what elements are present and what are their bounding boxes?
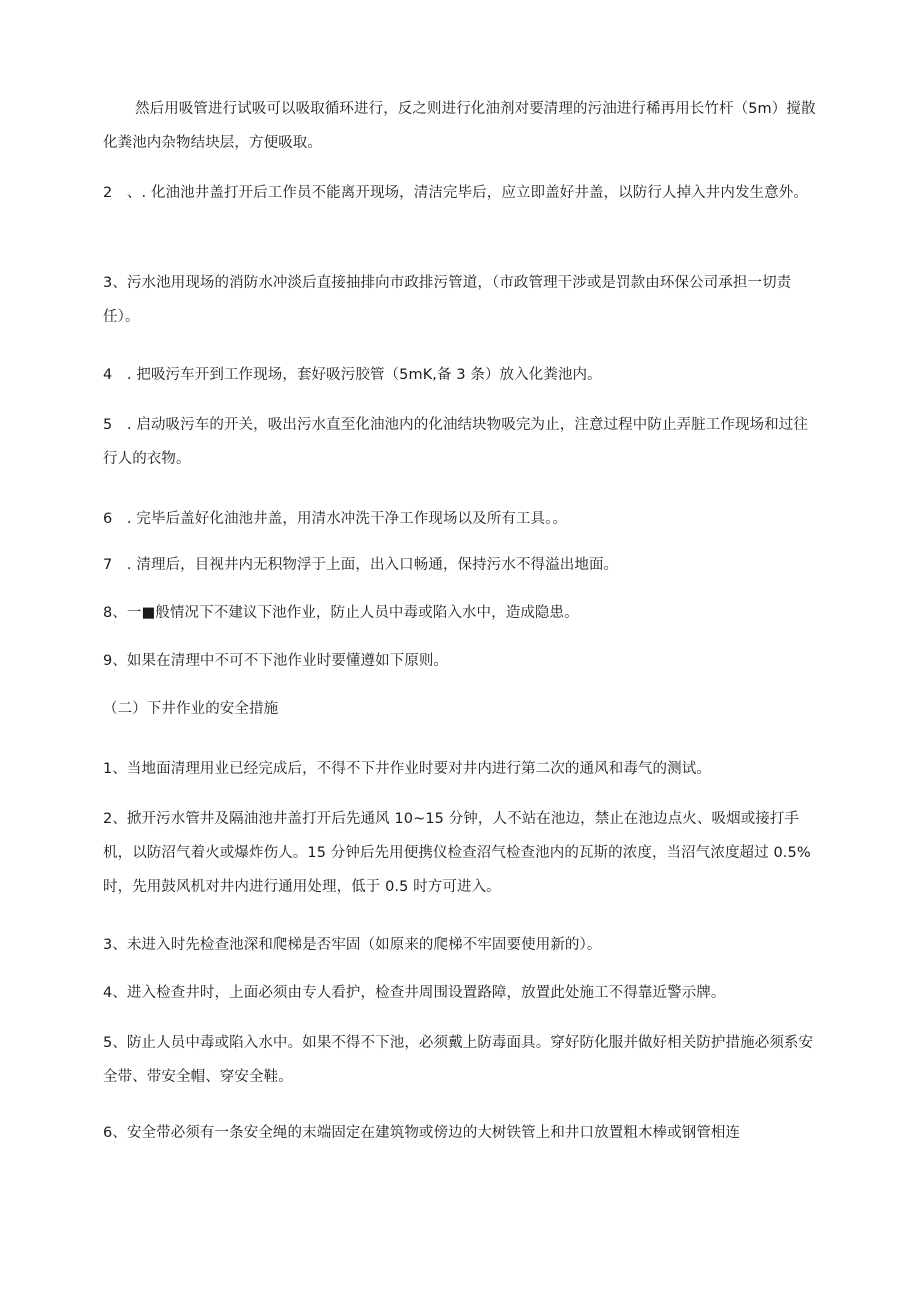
paragraph-2: 2 、. 化油池井盖打开后工作员不能离开现场，清洁完毕后，应立即盖好井盖，以防行人掉入井内发生意外。 (103, 185, 808, 201)
paragraph-13: 3、未进入时先检查池深和爬梯是否牢固（如原来的爬梯不牢固要使用新的）。 (103, 937, 602, 953)
paragraph-11: 1、当地面清理用业已经完成后，不得不下井作业时要对井内进行第二次的通风和毒气的测试。 (103, 761, 711, 777)
paragraph-14: 4、进入检查井时，上面必须由专人看护，检查井周围设置路障，放置此处施工不得靠近警示牌。 (103, 985, 726, 1001)
section-heading: （二）下井作业的安全措施 (103, 701, 279, 717)
paragraph-9: 9、如果在清理中不可不下池作业时要懂遵如下原则。 (103, 653, 449, 669)
paragraph-8: 8、一■般情况下不建议下池作业，防止人员中毒或陷入水中，造成隐患。 (103, 605, 579, 621)
paragraph-6: 6 . 完毕后盖好化油池井盖，用清水冲洗干净工作现场以及所有工具。。 (103, 511, 568, 527)
paragraph-5: 5 . 启动吸污车的开关，吸出污水直至化油池内的化油结块物吸完为止，注意过程中防止弄脏工作现场和过往行人的衣物。 (103, 417, 808, 467)
paragraph-1: 然后用吸管进行试吸可以吸取循环进行，反之则进行化油剂对要清理的污油进行稀再用长竹杆（5m）搅散化粪池内杂物结块层，方便吸取。 (103, 101, 816, 151)
paragraph-3: 3、污水池用现场的消防水冲淡后直接抽排向市政排污管道，（市政管理干涉或是罚款由环保公司承担一切责任）。 (103, 275, 792, 325)
paragraph-15: 5、防止人员中毒或陷入水中。如果不得不下池，必须戴上防毒面具。穿好防化服并做好相关防护措施必须系安全带、带安全帽、穿安全鞋。 (103, 1035, 814, 1085)
paragraph-7: 7 . 清理后，目视井内无积物浮于上面，出入口畅通，保持污水不得溢出地面。 (103, 557, 619, 573)
paragraph-16: 6、安全带必须有一条安全绳的末端固定在建筑物或傍边的大树铁管上和井口放置粗木棒或钢管相连 (103, 1125, 741, 1141)
paragraph-4: 4 . 把吸污车开到工作现场，套好吸污胶管（5mK,备 3 条）放入化粪池内。 (103, 367, 602, 383)
paragraph-12: 2、掀开污水管井及隔油池井盖打开后先通风 10~15 分钟，人不站在池边，禁止在池边点火、吸烟或接打手机，以防沼气着火或爆炸伤人。15 分钟后先用便携仪检查沼气检查池内的瓦斯的浓度，当沼气浓度超过 0.5%时，先用鼓风机对井内进行通用处理，低于 0.5 时方可进入。 (103, 811, 811, 895)
